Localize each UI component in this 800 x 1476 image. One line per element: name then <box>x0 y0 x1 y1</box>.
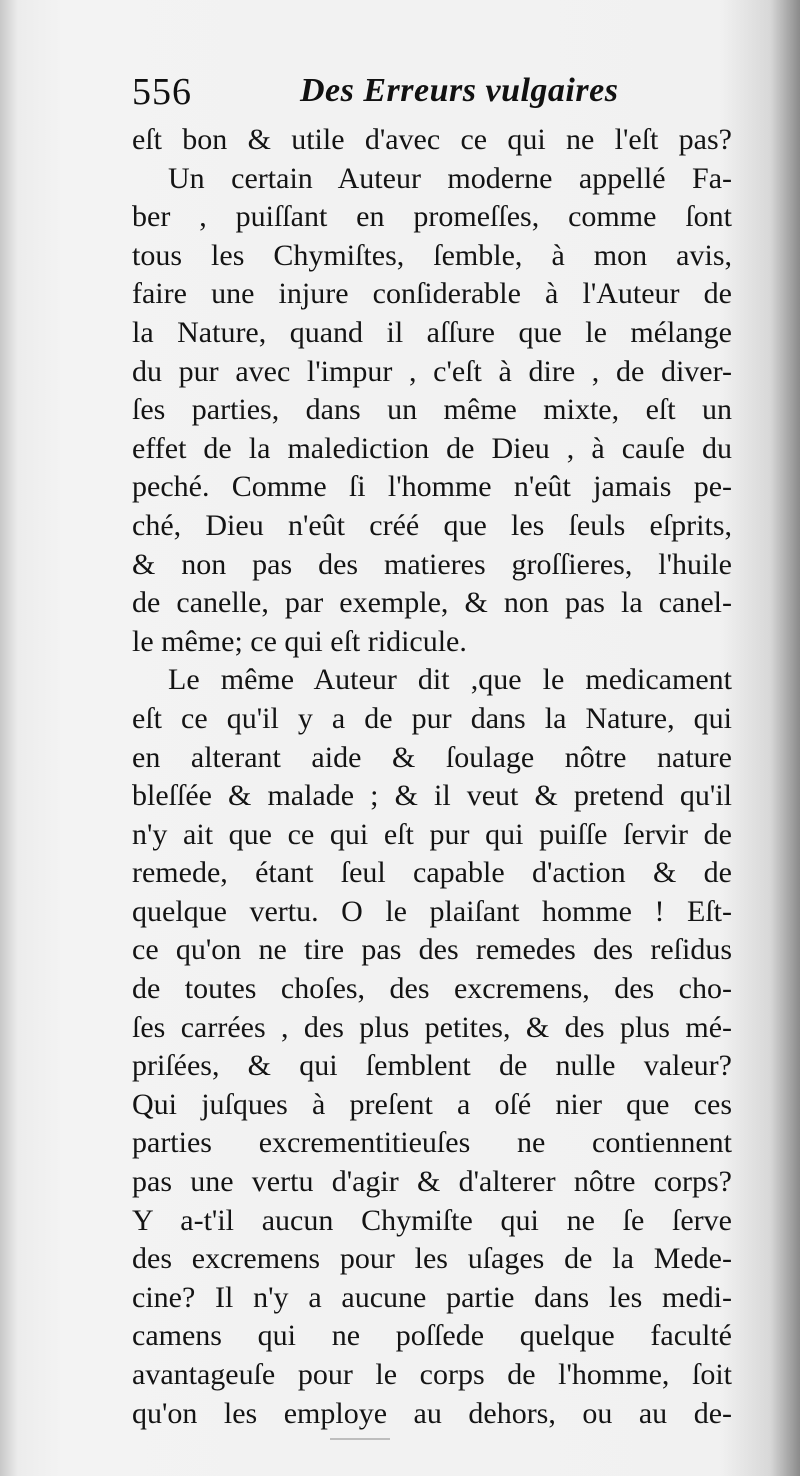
text-line: ber , puiſſant en promeſſes, comme ſont <box>132 200 732 234</box>
text-line: peché. Comme ſi l'homme n'eût jamais pe- <box>132 470 732 504</box>
text-line: bleſſée & malade ; & il veut & pretend qu'il <box>132 779 732 813</box>
text-line: & non pas des matieres groſſieres, l'huile <box>132 547 732 581</box>
body-text <box>132 121 732 1433</box>
text-line: n'y ait que ce qui eſt pur qui puiſſe ſervir de <box>132 817 732 851</box>
text-line: Le même Auteur dit ,que le medicament <box>168 663 732 697</box>
text-line: du pur avec l'impur , c'eſt à dire , de diver- <box>132 354 732 388</box>
text-line: qu'on les employe au dehors, ou au de- <box>132 1396 732 1430</box>
text-line: tous les Chymiſtes, ſemble, à mon avis, <box>132 238 732 272</box>
text-line: parties excrementitieuſes ne contiennent <box>132 1126 732 1160</box>
page-header <box>132 70 632 120</box>
text-line: cine? Il n'y a aucune partie dans les medi- <box>132 1280 732 1314</box>
text-line: ce qu'on ne tire pas des remedes des reſidus <box>132 933 732 967</box>
text-line: ché, Dieu n'eût créé que les ſeuls eſprits, <box>132 508 732 542</box>
text-line: des excremens pour les uſages de la Mede- <box>132 1242 732 1276</box>
text-line: avantageuſe pour le corps de l'homme, ſoit <box>132 1358 732 1391</box>
text-line: pas une vertu d'agir & d'alterer nôtre corps? <box>132 1165 732 1199</box>
text-line: faire une injure conſiderable à l'Auteur de <box>132 277 732 311</box>
ink-smudge <box>330 1438 390 1440</box>
page-number: 556 <box>132 71 192 113</box>
text-line: eſt bon & utile d'avec ce qui ne l'eſt pas? <box>132 123 732 156</box>
text-line: effet de la malediction de Dieu , à cauſe du <box>132 431 732 465</box>
text-line: priſées, & qui ſemblent de nulle valeur? <box>132 1049 732 1083</box>
text-line: la Nature, quand il aſſure que le mélange <box>132 315 732 349</box>
text-line: le même; ce qui eſt ridicule. <box>132 624 467 658</box>
text-line: ſes parties, dans un même mixte, eſt un <box>132 393 732 427</box>
text-line: de toutes choſes, des excremens, des cho- <box>132 972 732 1006</box>
text-line: remede, étant ſeul capable d'action & de <box>132 856 732 890</box>
text-line: ſes carrées , des plus petites, & des plus mé- <box>132 1010 732 1044</box>
text-line: quelque vertu. O le plaiſant homme ! Eſt- <box>132 894 732 928</box>
text-line: Qui juſques à preſent a oſé nier que ces <box>132 1087 732 1121</box>
text-line: camens qui ne poſſede quelque faculté <box>132 1319 732 1353</box>
text-line: eſt ce qu'il y a de pur dans la Nature, qui <box>132 701 732 735</box>
running-title: Des Erreurs vulgaires <box>300 72 619 109</box>
text-line: de canelle, par exemple, & non pas la canel- <box>132 586 732 620</box>
text-line: en alterant aide & ſoulage nôtre nature <box>132 740 732 774</box>
text-line: Y a-t'il aucun Chymiſte qui ne ſe ſerve <box>132 1203 732 1237</box>
text-line: Un certain Auteur moderne appellé Fa- <box>168 161 732 195</box>
